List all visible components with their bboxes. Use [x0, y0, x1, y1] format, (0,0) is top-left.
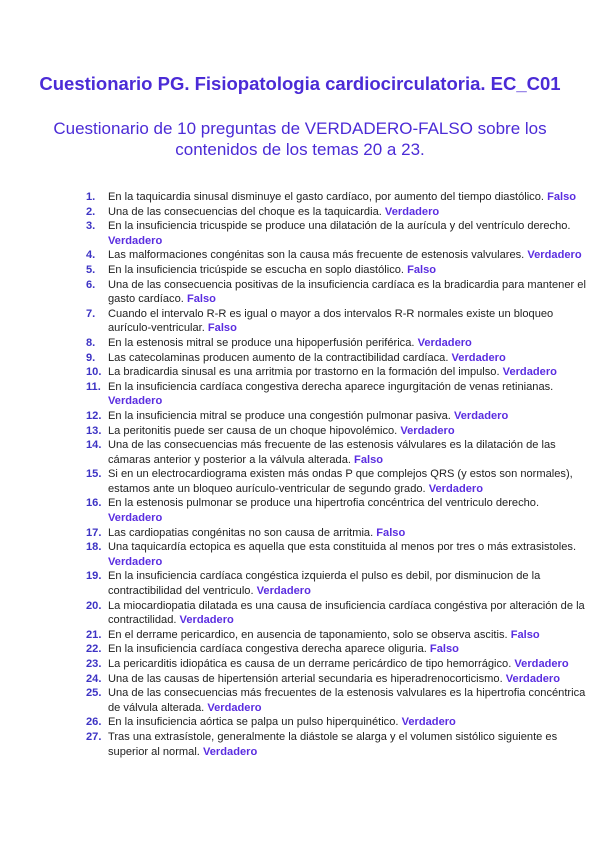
question-answer: Verdadero: [108, 234, 163, 247]
question-answer: Falso: [376, 526, 406, 539]
question-number: 26.: [86, 716, 102, 729]
question-answer: Verdadero: [502, 366, 557, 379]
question-number: 12.: [86, 409, 102, 422]
question-item: [86, 205, 590, 220]
question-item: [86, 657, 590, 672]
question-number: 9.: [86, 351, 96, 364]
question-number: 1.: [86, 191, 96, 203]
question-text: La pericarditis idiopática es causa de un derrame pericárdico de tipo hemorrágico.: [108, 658, 512, 670]
question-item: [86, 672, 590, 687]
question-item: [86, 365, 590, 380]
question-answer: Falso: [429, 643, 459, 656]
question-item: [86, 599, 590, 628]
question-answer: Falso: [207, 322, 237, 335]
question-text: Las cardiopatias congénitas no son causa de arritmia.: [108, 526, 374, 539]
question-item: [86, 248, 590, 263]
question-answer: Verdadero: [527, 249, 582, 262]
question-text: En la estenosis pulmonar se produce una hipertrofia concéntrica del ventriculo derecho.: [108, 497, 540, 510]
question-answer: Verdadero: [417, 336, 472, 349]
question-item: [86, 409, 590, 424]
question-item: [86, 715, 590, 730]
question-answer: Falso: [547, 191, 577, 203]
question-answer: Verdadero: [207, 701, 262, 714]
question-item: [86, 424, 590, 439]
question-answer: Verdadero: [514, 658, 569, 670]
question-text: Si en un electrocardiograma existen más ondas P que complejos QRS (y estos son normales), estamos ante un bloqueo aurículo-ventricular de segundo grado.: [108, 468, 573, 495]
question-number: 3.: [86, 220, 96, 233]
question-text: En la taquicardia sinusal disminuye el gasto cardíaco, por aumento del tiempo diastólico.: [108, 191, 544, 203]
question-answer: Falso: [510, 628, 540, 641]
question-item: [86, 569, 590, 598]
question-item: [86, 336, 590, 351]
question-item: [86, 730, 590, 759]
question-text: Una de las consecuencias más frecuentes de la estenosis valvulares es la hipertrofia concéntrica de válvula alterada.: [108, 687, 586, 714]
question-item: [86, 628, 590, 643]
question-item: [86, 642, 590, 657]
question-item: [86, 278, 590, 307]
question-number: 15.: [86, 468, 102, 481]
question-item: [86, 190, 590, 205]
question-item: [86, 351, 590, 366]
question-item: [86, 540, 590, 569]
question-text: La miocardiopatia dilatada es una causa de insuficiencia cardíaca congéstiva por alteración de la contractilidad.: [108, 599, 585, 627]
question-number: 23.: [86, 658, 102, 670]
question-answer: Falso: [186, 293, 216, 306]
question-text: En el derrame pericardico, en ausencia de taponamiento, solo se observa ascitis.: [108, 628, 508, 641]
question-answer: Verdadero: [179, 614, 234, 627]
question-number: 8.: [86, 336, 96, 349]
question-text: En la insuficiencia aórtica se palpa un pulso hiperquinético.: [108, 716, 399, 729]
question-text: En la insuficiencia mitral se produce una congestión pulmonar pasiva.: [108, 409, 451, 422]
question-text: Una de las consecuencias más frecuente de las estenosis válvulares es la dilatación de las cámaras anterior y posterior a la válvula alterada.: [108, 439, 556, 466]
question-text: En la estenosis mitral se produce una hipoperfusión periférica.: [108, 336, 415, 349]
question-number: 10.: [86, 366, 102, 379]
question-text: Las catecolaminas producen aumento de la contractibilidad cardíaca.: [108, 351, 449, 364]
question-number: 4.: [86, 249, 96, 262]
question-answer: Falso: [354, 453, 384, 466]
question-text: En la insuficiencia cardíaca congestiva derecha aparece oliguria.: [108, 643, 427, 656]
question-number: 27.: [86, 730, 102, 743]
question-text: La bradicardia sinusal es una arritmia por trastorno en la formación del impulso.: [108, 366, 500, 379]
question-answer: Verdadero: [256, 585, 311, 598]
question-item: [86, 380, 590, 409]
question-answer: Verdadero: [428, 482, 483, 495]
question-text: Una de las consecuencia positivas de la insuficiencia cardíaca es la bradicardia para mantener el gasto cardíaco.: [108, 278, 586, 306]
question-text: Una de las causas de hipertensión arterial secundaria es hiperadrenocorticismo.: [108, 672, 503, 685]
document-title: Cuestionario PG. Fisiopatologia cardiocirculatoria. EC_C01: [39, 73, 561, 94]
question-text: Una de las consecuencias del choque es la taquicardia.: [108, 205, 382, 218]
question-item: [86, 219, 590, 248]
question-number: 25.: [86, 687, 102, 700]
question-text: En la insuficiencia tricúspide se escucha en soplo diastólico.: [108, 263, 404, 276]
question-answer: Falso: [407, 263, 437, 276]
question-text: En la insuficiencia cardíaca congéstica izquierda el pulso es debil, por disminucion de la contractibilidad del ventriculo.: [108, 570, 541, 598]
question-number: 6.: [86, 278, 96, 291]
question-text: Cuando el intervalo R-R es igual o mayor a dos intervalos R-R normales existe un bloqueo aurículo-ventricular.: [108, 307, 554, 335]
question-item: [86, 263, 590, 278]
question-number: 14.: [86, 439, 102, 452]
question-item: [86, 467, 590, 496]
question-number: 17.: [86, 526, 102, 539]
question-number: 16.: [86, 497, 102, 510]
question-number: 24.: [86, 672, 102, 685]
question-answer: Verdadero: [108, 395, 163, 408]
question-number: 13.: [86, 424, 102, 437]
question-text: Las malformaciones congénitas son la causa más frecuente de estenosis valvulares.: [108, 249, 525, 262]
question-number: 2.: [86, 205, 96, 218]
question-text: La peritonitis puede ser causa de un choque hipovolémico.: [108, 424, 398, 437]
question-answer: Verdadero: [451, 351, 506, 364]
question-number: 18.: [86, 541, 102, 554]
question-number: 7.: [86, 307, 96, 320]
question-item: [86, 307, 590, 336]
question-answer: Verdadero: [453, 409, 509, 422]
question-item: [86, 526, 590, 541]
question-text: Tras una extrasístole, generalmente la diástole se alarga y el volumen sistólico siguiente es superior al normal.: [108, 730, 558, 758]
question-answer: Verdadero: [384, 205, 440, 218]
question-text: En la insuficiencia cardíaca congestiva derecha aparece ingurgitación de venas retinianas.: [108, 380, 554, 393]
question-answer: Verdadero: [505, 672, 561, 685]
question-answer: Verdadero: [401, 716, 456, 729]
question-number: 5.: [86, 263, 96, 276]
question-number: 21.: [86, 628, 102, 641]
question-list: [86, 190, 590, 759]
question-number: 22.: [86, 643, 102, 656]
question-number: 20.: [86, 599, 102, 612]
question-answer: Verdadero: [202, 745, 258, 758]
question-number: 11.: [86, 380, 101, 393]
question-item: [86, 686, 590, 715]
question-text: En la insuficiencia tricuspide se produce una dilatación de la aurícula y del ventrículo derecho.: [108, 220, 571, 233]
question-item: [86, 438, 590, 467]
question-answer: Verdadero: [400, 424, 455, 437]
question-text: Una taquicardía ectopica es aquella que esta constituida al menos por tres o más extrasistoles.: [108, 541, 577, 554]
question-answer: Verdadero: [108, 512, 163, 525]
question-answer: Verdadero: [108, 555, 163, 568]
question-number: 19.: [86, 570, 102, 583]
question-item: [86, 496, 590, 525]
document-subtitle: Cuestionario de 10 preguntas de VERDADERO-FALSO sobre los contenidos de los temas 20 a 23.: [53, 119, 547, 159]
